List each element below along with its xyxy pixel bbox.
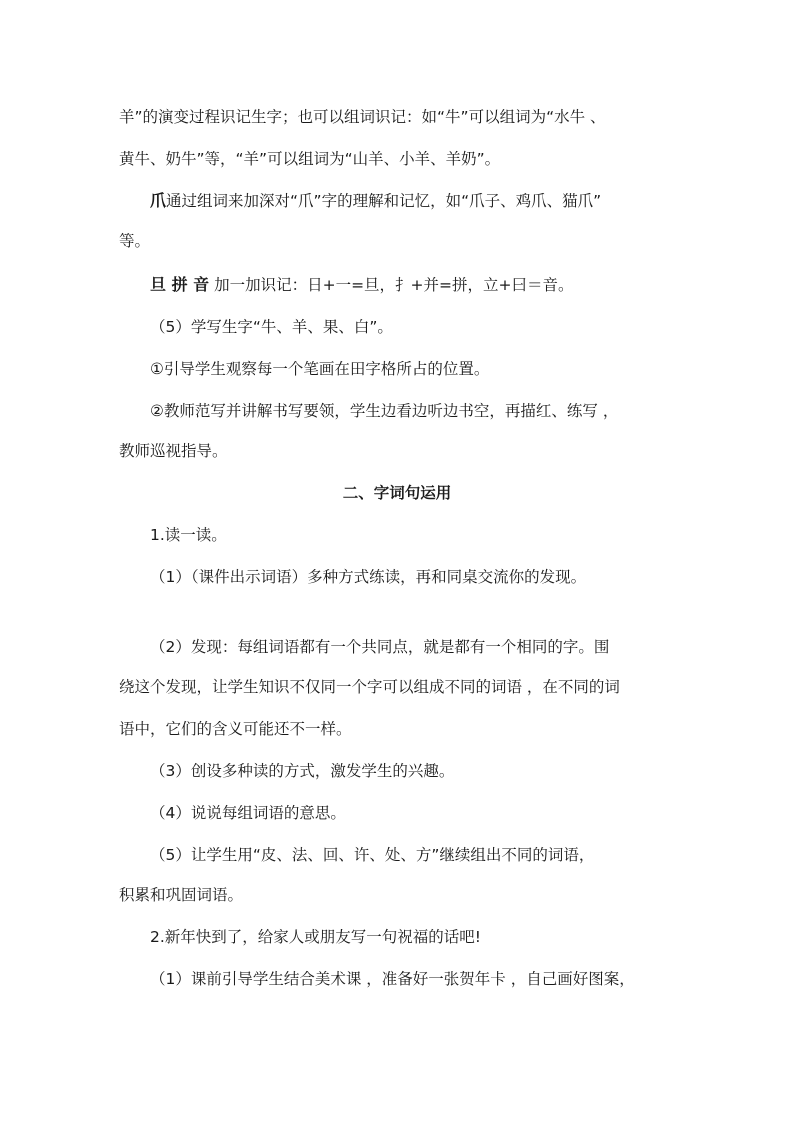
item-2-1: （1）课前引导学生结合美术课 ，准备好一张贺年卡 ，自己画好图案， xyxy=(150,970,635,988)
item-1-5-cont: 积累和巩固词语。 xyxy=(119,886,244,904)
step-demonstrate: ②教师范写并讲解书写要领，学生边看边听边书空，再描红、练写 ， xyxy=(150,402,619,420)
paragraph-zhua xyxy=(150,190,680,212)
item-1-3: （3）创设多种读的方式，激发学生的兴趣。 xyxy=(150,762,455,780)
item-1-1: （1）（课件出示词语）多种方式练读，再和同桌交流你的发现。 xyxy=(150,568,587,586)
item-1-2-cont-b: 语中，它们的含义可能还不一样。 xyxy=(119,720,352,738)
item-1-5: （5）让学生用“皮、法、回、许、处、方”继续组出不同的词语， xyxy=(150,846,595,864)
item-1-2-cont-a: 绕这个发现，让学生知识不仅同一个字可以组成不同的词语 ，在不同的词 xyxy=(119,678,620,696)
paragraph-dan-pin-yin xyxy=(150,274,680,296)
paragraph-zhua-text: 通过组词来加深对“爪”字的理解和记忆，如“爪子、鸡爪、猫爪” xyxy=(166,192,602,210)
characters-dan-pin-yin: 旦 拼 音 xyxy=(150,275,210,294)
step-5-write: （5）学写生字“牛、羊、果、白”。 xyxy=(150,318,393,336)
character-zhua: 爪 xyxy=(150,191,167,210)
paragraph-line-4: 等。 xyxy=(119,232,151,250)
step-demonstrate-cont: 教师巡视指导。 xyxy=(119,442,228,460)
item-1-2: （2）发现：每组词语都有一个共同点，就是都有一个相同的字。围 xyxy=(150,638,610,656)
item-1-read: 1.读一读。 xyxy=(150,526,227,544)
paragraph-dan-pin-yin-text: 加一加识记：日+一=旦，扌+并=拼，立+曰＝音。 xyxy=(209,276,574,294)
step-observe: ①引导学生观察每一个笔画在田字格所占的位置。 xyxy=(150,360,490,378)
item-1-4: （4）说说每组词语的意思。 xyxy=(150,804,346,822)
item-2-greeting: 2.新年快到了，给家人或朋友写一句祝福的话吧! xyxy=(150,928,482,946)
paragraph-line-1: 羊”的演变过程识记生字；也可以组词识记：如“牛”可以组词为“水牛 、 xyxy=(119,108,606,126)
paragraph-line-2: 黄牛、奶牛”等，“羊”可以组词为“山羊、小羊、羊奶”。 xyxy=(119,150,501,168)
section-heading: 二、字词句运用 xyxy=(342,484,452,502)
